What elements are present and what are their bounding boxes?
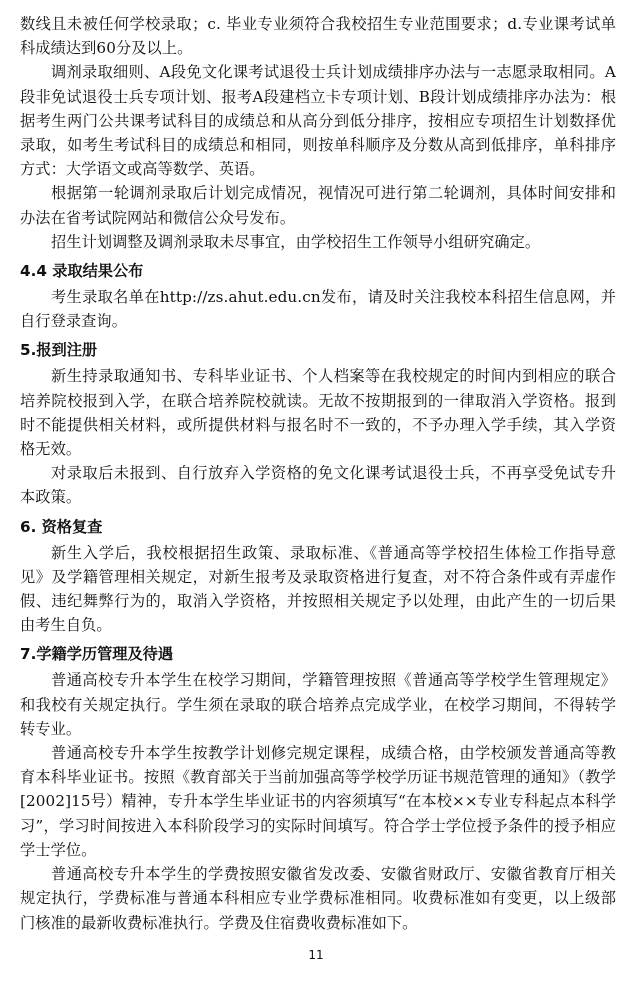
heading-6-qualification-review: 6. 资格复查	[20, 517, 103, 536]
document-body	[20, 12, 616, 935]
heading-4-4-results: 4.4 录取结果公布	[20, 262, 144, 281]
paragraph-unresolved-matters: 招生计划调整及调剂录取未尽事宜，由学校招生工作领导小组研究确定。	[51, 232, 541, 251]
page-number: 11	[308, 948, 324, 962]
paragraph-results-publication: 考生录取名单在http://zs.ahut.edu.cn发布，请及时关注我校本科招生信息网，并自行登录查询。	[20, 288, 616, 331]
heading-5-registration: 5.报到注册	[20, 341, 98, 360]
heading-7-student-status: 7.学籍学历管理及待遇	[20, 645, 174, 664]
paragraph-no-show-policy: 对录取后未报到、自行放弃入学资格的免文化课考试退役士兵，不再享受免试专升本政策。	[20, 464, 616, 507]
paragraph-registration: 新生持录取通知书、专科毕业证书、个人档案等在我校规定的时间内到相应的联合培养院校报到入学，在联合培养院校就读。无故不按期报到的一律取消入学资格。报到时不能提供相关材料，或所提供材料与报名时不一致的，不予办理入学手续，其入学资格无效。	[20, 367, 616, 459]
paragraph-adjustment-rules: 调剂录取细则、A段免文化课考试退役士兵计划成绩排序办法与一志愿录取相同。A段非免试退役士兵专项计划、报考A段建档立卡专项计划、B段计划成绩排序办法为：根据考生两门公共课考试科目的成绩总和从高分到低分排序，按相应专项招生计划数择优录取，如考生考试科目的成绩总和相同，则按单科顺序及分数从高到低排序，单科排序方式：大学语文或高等数学、英语。	[20, 63, 616, 179]
paragraph-student-status: 普通高校专升本学生在校学习期间，学籍管理按照《普通高等学校学生管理规定》和我校有关规定执行。学生须在录取的联合培养点完成学业，在校学习期间，不得转学转专业。	[20, 671, 616, 738]
paragraph-tuition: 普通高校专升本学生的学费按照安徽省发改委、安徽省财政厅、安徽省教育厅相关规定执行，学费标准与普通本科相应专业学费标准相同。收费标准如有变更，以上级部门核准的最新收费标准执行。学费及住宿费收费标准如下。	[20, 865, 616, 932]
paragraph-second-round: 根据第一轮调剂录取后计划完成情况，视情况可进行第二轮调剂，具体时间安排和办法在省考试院网站和微信公众号发布。	[20, 184, 616, 227]
paragraph-admission-requirements: 数线且未被任何学校录取；c. 毕业专业须符合我校招生专业范围要求；d.专业课考试单科成绩达到60分及以上。	[20, 15, 616, 58]
paragraph-diploma: 普通高校专升本学生按教学计划修完规定课程，成绩合格，由学校颁发普通高等教育本科毕业证书。按照《教育部关于当前加强高等学校学历证书规范管理的通知》（教学[2002]15号）精神，专升本学生毕业证书的内容须填写“在本校××专业专科起点本科学习”，学习时间按进入本科阶段学习的实际时间填写。符合学士学位授予条件的授予相应学士学位。	[20, 744, 616, 859]
paragraph-qualification-review: 新生入学后，我校根据招生政策、录取标准、《普通高等学校招生体检工作指导意见》及学籍管理相关规定，对新生报考及录取资格进行复查，对不符合条件或有弄虚作假、违纪舞弊行为的，取消入学资格，并按照相关规定予以处理，由此产生的一切后果由考生自负。	[20, 543, 616, 635]
